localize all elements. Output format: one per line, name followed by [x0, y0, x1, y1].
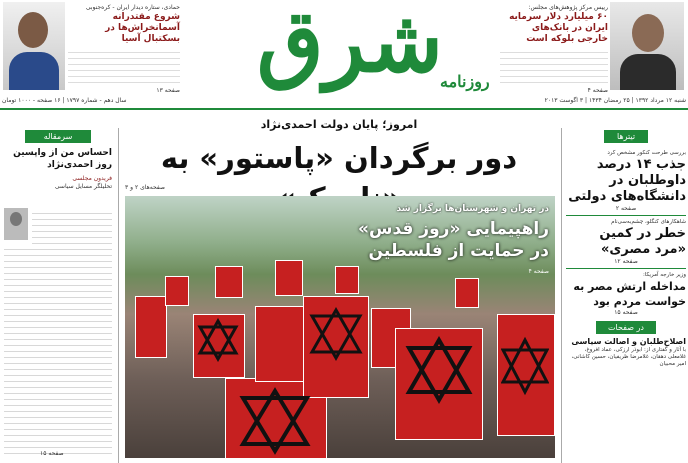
top-right-kicker: رییس مرکز پژوهش‌های مجلس:	[528, 4, 608, 11]
author-photo	[4, 208, 28, 240]
top-left-page-ref: صفحه ۱۳	[156, 87, 180, 94]
editorial-author-role: تحلیلگر مسایل سیاسی	[54, 183, 112, 190]
portrait-photo-right	[610, 2, 684, 90]
masthead-subtitle: روزنامه	[440, 72, 490, 91]
portrait-photo-left	[3, 2, 65, 90]
protest-flag	[215, 266, 243, 298]
main-page-ref: صفحه‌های ۲ و ۳	[125, 184, 166, 191]
editorial-body	[4, 208, 112, 458]
editorial-headline[interactable]: احساس من از واپسین روز احمدی‌نژاد	[13, 148, 112, 170]
item4-headline[interactable]: اصلاح‌طلبان و اصالت سیاسی	[571, 337, 686, 346]
right-column	[566, 130, 686, 463]
item1-kicker: بررسی طرحت کنکور مشخص کرد	[607, 150, 686, 156]
editorial-author: فریدون مجلسی	[72, 175, 112, 182]
in-pages-tab: در صفحات	[596, 321, 656, 334]
protest-flag	[275, 260, 303, 296]
top-left-teaser[interactable]	[68, 4, 180, 95]
protest-flag	[455, 278, 479, 308]
photo-page-ref: صفحه ۴	[528, 268, 549, 275]
item3-page-ref: صفحه ۱۵	[614, 309, 638, 316]
main-headline[interactable]: دور برگردان «پاستور» به	[160, 141, 518, 175]
main-kicker: امروز؛ پایان دولت احمدی‌نژاد	[260, 118, 418, 131]
top-left-headline: شروع مقتدرانه آسمانخراش‌ها در بسکتبال آسیا	[105, 12, 180, 44]
item4-body: با آثار و گفتاری از: ابوذر ارزکی، عماد افروغ، غلامعلی دهقان، غلامرضا ظریفیان، حسین کاشانی، امیر محبیان	[571, 347, 686, 367]
item1-page-ref: صفحه ۲	[615, 205, 637, 212]
top-right-teaser[interactable]	[500, 4, 608, 95]
star-of-david-icon	[197, 318, 239, 362]
photo-caption-kicker: در تهران و شهرستان‌ها برگزار شد	[396, 204, 549, 214]
editorial-page-ref: صفحه ۱۵	[40, 450, 64, 457]
issue-info: سال دهم - شماره ۱۷۹۷ | ۱۶ صفحه - ۱۰۰۰ تومان	[2, 97, 127, 104]
star-of-david-icon	[405, 336, 473, 404]
top-left-body	[68, 47, 180, 87]
top-left-kicker: حمادی، ستاره دیدار ایران - کره‌جنوبی	[85, 4, 180, 11]
item-rule	[566, 215, 686, 216]
protest-flag	[255, 306, 305, 382]
editorial-tab: سرمقاله	[25, 130, 91, 143]
star-of-david-icon	[308, 306, 364, 362]
main-photo	[125, 196, 555, 458]
protest-flag	[335, 266, 359, 294]
item3-kicker: وزیر خارجه آمریکا:	[642, 272, 686, 278]
item3-headline[interactable]: مداخله ارتش مصر به خواست مردم بود	[573, 280, 686, 308]
top-right-body	[500, 47, 608, 87]
item2-page-ref: صفحه ۱۲	[614, 258, 638, 265]
item-rule	[566, 268, 686, 269]
dateline: شنبه ۱۲ مرداد ۱۳۹۲ | ۲۵ رمضان ۱۴۳۴ | ۳ اگوست ۲۰۱۳	[544, 97, 686, 104]
left-column	[0, 130, 116, 463]
headlines-tab: تیترها	[604, 130, 648, 143]
item1-headline[interactable]: جذب ۱۴ درصد داوطلبان در دانشگاه‌های دولتی	[568, 157, 686, 204]
protest-flag	[135, 296, 167, 358]
top-right-headline: ۶۰ میلیارد دلار سرمایه ایران در بانک‌های خارجی بلوکه است	[509, 12, 608, 44]
right-divider	[561, 128, 562, 463]
top-right-page-ref: صفحه ۴	[587, 87, 608, 94]
item2-kicker: شاهکارهای کنگلو، چشم‌به‌سی‌نام	[611, 219, 686, 225]
masthead-rule	[0, 108, 688, 110]
left-divider	[118, 128, 119, 463]
photo-caption-headline[interactable]: راهپیمایی «روز قدس» در حمایت از فلسطین	[358, 219, 549, 261]
star-of-david-icon	[501, 336, 549, 396]
item2-headline[interactable]: خطر در کمین «مرد مصری»	[599, 226, 686, 257]
star-of-david-icon	[235, 386, 315, 456]
masthead-logo: شرق	[256, 0, 444, 92]
protest-flag	[165, 276, 189, 306]
